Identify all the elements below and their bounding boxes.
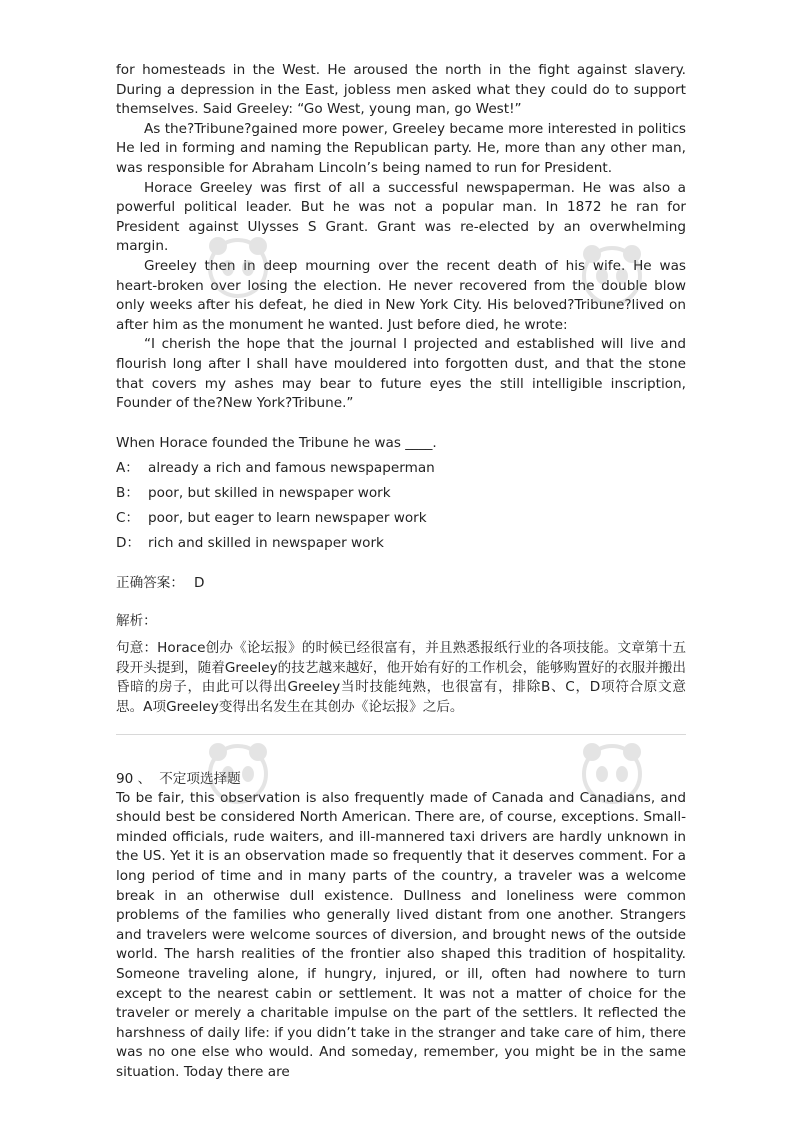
passage-paragraph: for homesteads in the West. He aroused the north in the fight against slavery. During a depression in the East, jobless men asked what they could do to support themselves. Said Greeley: “Go West, young man, go West!” (116, 62, 686, 118)
option-letter: B： (116, 485, 139, 502)
question-header (116, 769, 686, 789)
answer-value: D (193, 575, 205, 592)
option-text: rich and skilled in newspaper work (148, 535, 384, 552)
option-b (116, 484, 686, 503)
passage-paragraph: Greeley then in deep mourning over the recent death of his wife. He was heart-broken over losing the election. He never recovered from the double blow only weeks after his defeat, he died in New York City. His beloved?Tribune?lived on after him as the monument he wanted. Just before died, he wrote: (116, 257, 686, 333)
question-number: 90 、 (116, 770, 152, 787)
passage-quote: “I cherish the hope that the journal I projected and established will live and flourish long after I shall have mouldered into forgotten dust, and that the stone that covers my ashes may bear to future eyes the still intelligible inscription, Founder of the?New York?Tribune.” (116, 336, 686, 412)
option-text: already a rich and famous newspaperman (148, 460, 435, 477)
option-text: poor, but skilled in newspaper work (148, 485, 391, 502)
passage-paragraph: As the?Tribune?gained more power, Greeley became more interested in politics He led in forming and naming the Republican party. He, more than any other man, was responsible for Abraham Lincoln’s being named to run for President. (116, 120, 686, 176)
option-letter: C： (116, 510, 140, 527)
passage-paragraph: To be fair, this observation is also frequently made of Canada and Canadians, and should best be considered North American. There are, of course, exceptions. Small-minded officials, rude waiters, and ill-mannered taxi drivers are hardly unknown in the US. Yet it is an observation made so frequently that it deserves comment. For a long period of time and in many parts of the country, a traveler was a welcome break in an otherwise dull existence. Dullness and loneliness were common problems of the families who generally lived distant from one another. Strangers and travelers were welcome sources of diversion, and brought news of the outside world. The harsh realities of the frontier also shaped this tradition of hospitality. Someone traveling alone, if hungry, injured, or ill, often had nowhere to turn except to the nearest cabin or settlement. It was not a matter of choice for the traveler or merely a charitable impulse on the part of the settlers. It reflected the harshness of daily life: if you didn’t take in the stranger and take care of him, there was no one else who would. And someday, remember, you might be in the same situation. Today there are (116, 789, 686, 1080)
analysis-label: 解析： (116, 613, 157, 630)
option-d (116, 534, 686, 553)
option-letter: D： (116, 535, 141, 552)
option-c (116, 509, 686, 528)
correct-answer (116, 573, 686, 593)
analysis-text: 句意：Horace创办《论坛报》的时候已经很富有，并且熟悉报纸行业的各项技能。文章第十五段开头提到，随着Greeley的技艺越来越好，他开始有好的工作机会，能够购置好的衣服并搬出昏暗的房子，由此可以得出Greeley当时技能纯熟，也很富有，排除B、C，D项符合原文意思。A项Greeley变得出名发生在其创办《论坛报》之后。 (116, 640, 686, 716)
option-a (116, 459, 686, 478)
question-type: 不定项选择题 (159, 770, 241, 787)
question-stem: When Horace founded the Tribune he was ____. (116, 434, 437, 451)
document-page (116, 61, 686, 1083)
question-divider (116, 734, 686, 735)
passage-paragraph: Horace Greeley was first of all a successful newspaperman. He was also a powerful political leader. But he was not a popular man. In 1872 he ran for President against Ulysses S Grant. Grant was re-elected by an overwhelming margin. (116, 179, 686, 255)
answer-label: 正确答案： (116, 575, 184, 592)
option-letter: A： (116, 460, 139, 477)
option-text: poor, but eager to learn newspaper work (148, 510, 427, 527)
